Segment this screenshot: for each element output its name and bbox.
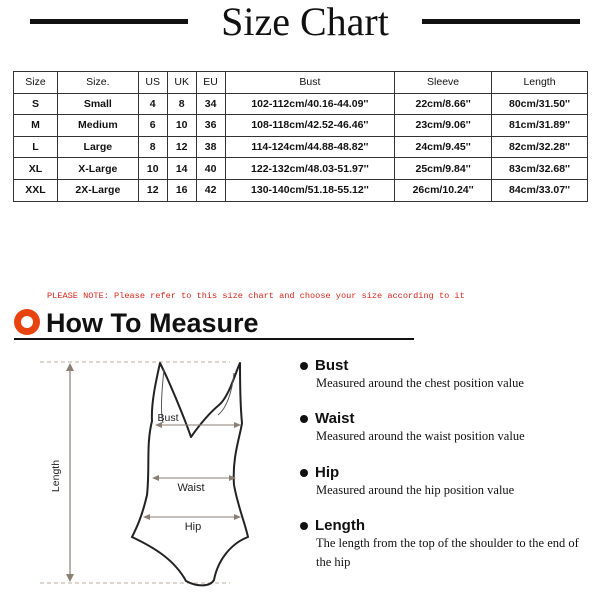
column-header: Bust: [225, 72, 395, 94]
page-title: Size Chart: [221, 0, 389, 44]
measure-item-desc: Measured around the waist position value: [316, 429, 525, 443]
table-cell: 4: [138, 93, 167, 115]
table-cell: 10: [167, 115, 196, 137]
table-row: [14, 136, 588, 158]
table-row: [14, 93, 588, 115]
table-cell: 122-132cm/48.03-51.97'': [225, 158, 395, 180]
hip-measure: [143, 514, 241, 520]
table-cell: 16: [167, 179, 196, 201]
column-header: Size: [14, 72, 58, 94]
column-header: US: [138, 72, 167, 94]
measure-item-title: Bust: [315, 357, 349, 374]
title-divider-right: [422, 19, 580, 24]
bust-label: Bust: [157, 412, 179, 424]
title-divider-left: [30, 19, 188, 24]
table-cell: 2X-Large: [57, 179, 138, 201]
table-cell: S: [14, 93, 58, 115]
length-measure: [40, 362, 230, 583]
column-header: UK: [167, 72, 196, 94]
hip-label: Hip: [184, 521, 202, 533]
table-cell: 130-140cm/51.18-55.12'': [225, 179, 395, 201]
table-header-row: [14, 72, 588, 94]
table-cell: 22cm/8.66'': [395, 93, 492, 115]
table-cell: 84cm/33.07'': [492, 179, 588, 201]
column-header: Size.: [57, 72, 138, 94]
table-row: [14, 115, 588, 137]
table-cell: 83cm/32.68'': [492, 158, 588, 180]
table-cell: 24cm/9.45'': [395, 136, 492, 158]
bullet-icon: [300, 415, 308, 423]
table-cell: 12: [167, 136, 196, 158]
bullet-icon: [300, 522, 308, 530]
table-cell: 42: [196, 179, 225, 201]
table-cell: 114-124cm/44.88-48.82'': [225, 136, 395, 158]
bodysuit-outline: [132, 363, 248, 585]
bullet-icon: [300, 469, 308, 477]
table-cell: 102-112cm/40.16-44.09'': [225, 93, 395, 115]
table-cell: 34: [196, 93, 225, 115]
table-cell: X-Large: [57, 158, 138, 180]
table-cell: Large: [57, 136, 138, 158]
measure-item-desc: Measured around the hip position value: [316, 483, 515, 497]
column-header: EU: [196, 72, 225, 94]
table-cell: 14: [167, 158, 196, 180]
table-row: [14, 158, 588, 180]
table-cell: Small: [57, 93, 138, 115]
table-row: [14, 179, 588, 201]
table-cell: XL: [14, 158, 58, 180]
column-header: Sleeve: [395, 72, 492, 94]
title-row: [0, 0, 600, 46]
table-cell: 81cm/31.89'': [492, 115, 588, 137]
table-cell: Medium: [57, 115, 138, 137]
table-cell: 12: [138, 179, 167, 201]
waist-measure: [152, 475, 236, 481]
table-cell: 23cm/9.06'': [395, 115, 492, 137]
table-cell: 6: [138, 115, 167, 137]
table-cell: 40: [196, 158, 225, 180]
length-label: Length: [50, 459, 62, 493]
table-cell: 8: [138, 136, 167, 158]
table-cell: M: [14, 115, 58, 137]
table-cell: 26cm/10.24'': [395, 179, 492, 201]
measure-item-desc: The length from the top of the shoulder to the end of the hip: [316, 536, 579, 569]
section-bullet-icon: [14, 309, 40, 335]
table-cell: 36: [196, 115, 225, 137]
size-note: PLEASE NOTE: Please refer to this size chart and choose your size according to it: [47, 291, 465, 301]
section-divider: [14, 338, 414, 340]
measure-item-desc: Measured around the chest position value: [316, 376, 524, 390]
table-cell: 108-118cm/42.52-46.46'': [225, 115, 395, 137]
bullet-icon: [300, 362, 308, 370]
waist-label: Waist: [177, 482, 205, 494]
table-cell: 80cm/31.50'': [492, 93, 588, 115]
size-table: [13, 71, 588, 202]
table-cell: 25cm/9.84'': [395, 158, 492, 180]
table-cell: 38: [196, 136, 225, 158]
table-cell: 10: [138, 158, 167, 180]
measure-item-title: Length: [315, 517, 365, 534]
table-cell: XXL: [14, 179, 58, 201]
table-cell: 82cm/32.28'': [492, 136, 588, 158]
column-header: Length: [492, 72, 588, 94]
measure-item-title: Waist: [315, 410, 355, 427]
section-title: How To Measure: [46, 308, 259, 338]
table-cell: L: [14, 136, 58, 158]
table-cell: 8: [167, 93, 196, 115]
bodysuit-diagram: [0, 345, 290, 600]
measure-item-title: Hip: [315, 464, 340, 481]
